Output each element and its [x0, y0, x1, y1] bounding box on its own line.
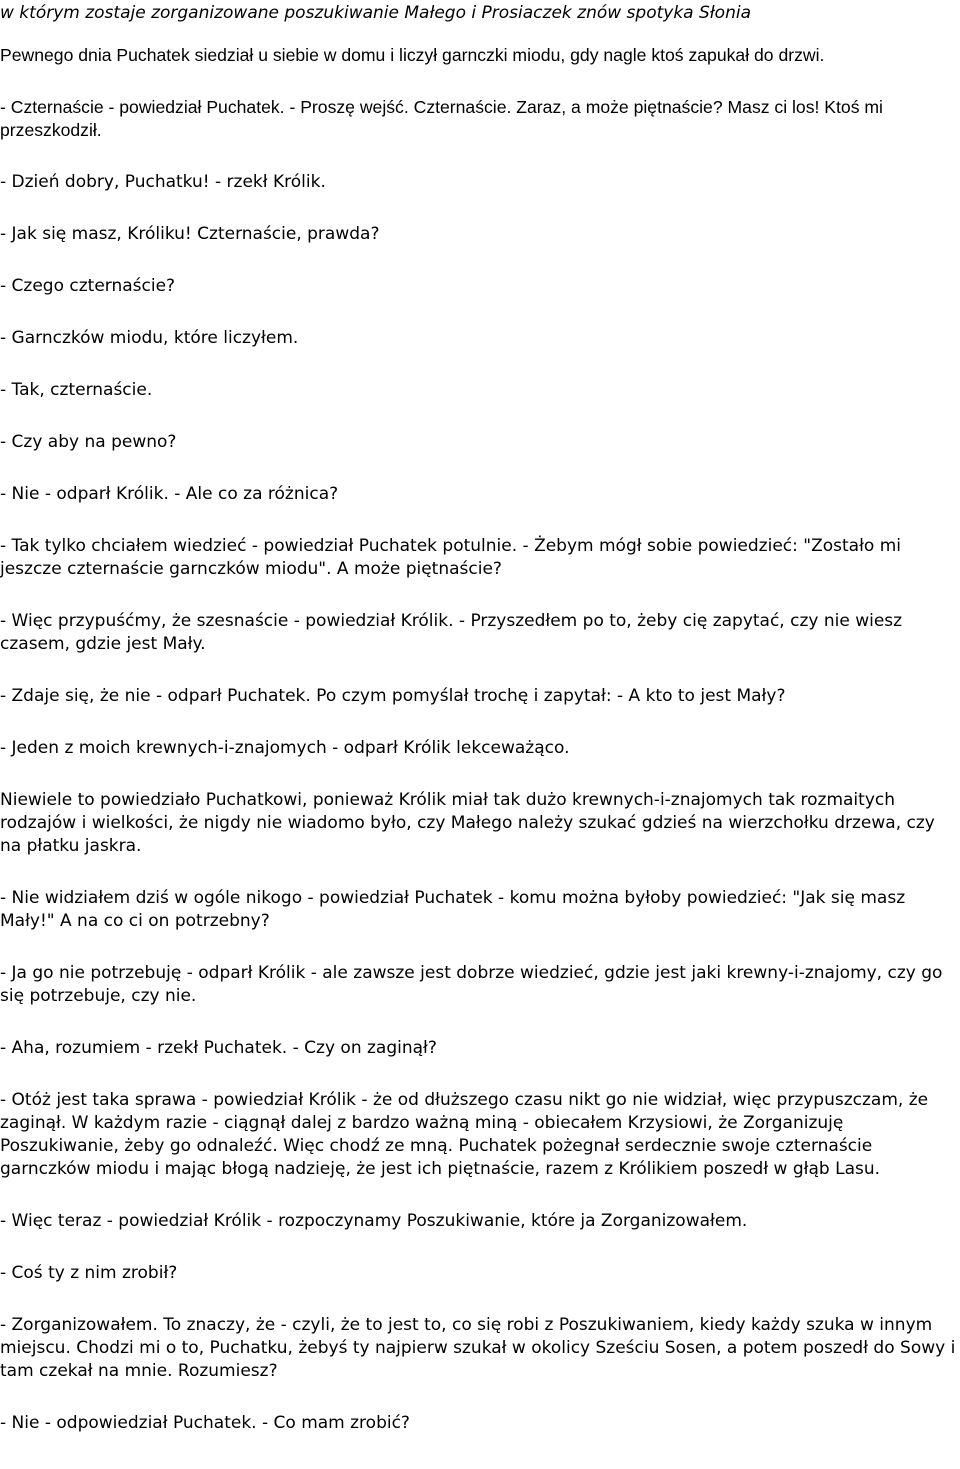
paragraph: - Więc przypuśćmy, że szesnaście - powiedział Królik. - Przyszedłem po to, żeby cię zapytać, czy nie wiesz czasem, gdzie jest Mały. [0, 611, 903, 654]
chapter-subtitle: w którym zostaje zorganizowane poszukiwanie Małego i Prosiaczek znów spotyka Słonia [0, 3, 751, 23]
paragraph: Niewiele to powiedziało Puchatkowi, ponieważ Królik miał tak dużo krewnych-i-znajomych tak rozmaitych rodzajów i wielkości, że nigdy nie wiadomo było, czy Małego należy szukać gdzieś na wierzchołku drzewa, czy na płatku jaskra. [0, 790, 935, 856]
paragraph: - Jeden z moich krewnych-i-znajomych - odparł Królik lekceważąco. [0, 738, 570, 758]
paragraph: - Garnczków miodu, które liczyłem. [0, 328, 299, 348]
paragraph: - Zorganizowałem. To znaczy, że - czyli, że to jest to, co się robi z Poszukiwaniem, kiedy każdy szuka w innym miejscu. Chodzi mi o to, Puchatku, żebyś ty najpierw szukał w okolicy Sześciu Sosen, a potem poszedł do Sowy i tam czekał na mnie. Rozumiesz? [0, 1315, 956, 1381]
paragraph: - Tak tylko chciałem wiedzieć - powiedział Puchatek potulnie. - Żebym mógł sobie powiedzieć: "Zostało mi jeszcze czternaście garnczków miodu". A może piętnaście? [0, 536, 901, 579]
paragraph: - Ja go nie potrzebuję - odparł Królik - ale zawsze jest dobrze wiedzieć, gdzie jest jaki krewny-i-znajomy, czy go się potrzebuje, czy nie. [0, 963, 943, 1006]
paragraph: - Jak się masz, Króliku! Czternaście, prawda? [0, 224, 380, 244]
paragraph: - Zdaje się, że nie - odparł Puchatek. Po czym pomyślał trochę i zapytał: - A kto to jest Mały? [0, 686, 786, 706]
paragraph: - Czego czternaście? [0, 276, 176, 296]
paragraph: - Nie - odpowiedział Puchatek. - Co mam zrobić? [0, 1413, 410, 1433]
document-body [0, 44, 960, 1435]
paragraph: - Nie - odparł Królik. - Ale co za różnica? [0, 484, 339, 504]
paragraph: - Dzień dobry, Puchatku! - rzekł Królik. [0, 172, 326, 192]
paragraph: Pewnego dnia Puchatek siedział u siebie w domu i liczył garnczki miodu, gdy nagle ktoś zapukał do drzwi. [0, 45, 825, 65]
paragraph: - Czternaście - powiedział Puchatek. - Proszę wejść. Czternaście. Zaraz, a może piętnaście? Masz ci los! Ktoś mi przeszkodził. [0, 97, 883, 140]
paragraph: - Aha, rozumiem - rzekł Puchatek. - Czy on zaginął? [0, 1038, 437, 1058]
paragraph: - Coś ty z nim zrobił? [0, 1263, 178, 1283]
paragraph: - Czy aby na pewno? [0, 432, 177, 452]
paragraph: - Więc teraz - powiedział Królik - rozpoczynamy Poszukiwanie, które ja Zorganizowałem. [0, 1211, 748, 1231]
paragraph: - Otóż jest taka sprawa - powiedział Królik - że od dłuższego czasu nikt go nie widział, więc przypuszczam, że zaginął. W każdym razie - ciągnął dalej z bardzo ważną miną - obiecałem Krzysiowi, że Zorganizuję Poszukiwanie, żeby go odnaleźć. Więc chodź ze mną. Puchatek pożegnał serdecznie swoje czternaście garnczków miodu i mając błogą nadzieję, że jest ich piętnaście, razem z Królikiem poszedł w głąb Lasu. [0, 1090, 929, 1179]
paragraph: - Nie widziałem dziś w ogóle nikogo - powiedział Puchatek - komu można byłoby powiedzieć: "Jak się masz Mały!" A na co ci on potrzebny? [0, 888, 906, 931]
paragraph: - Tak, czternaście. [0, 380, 153, 400]
